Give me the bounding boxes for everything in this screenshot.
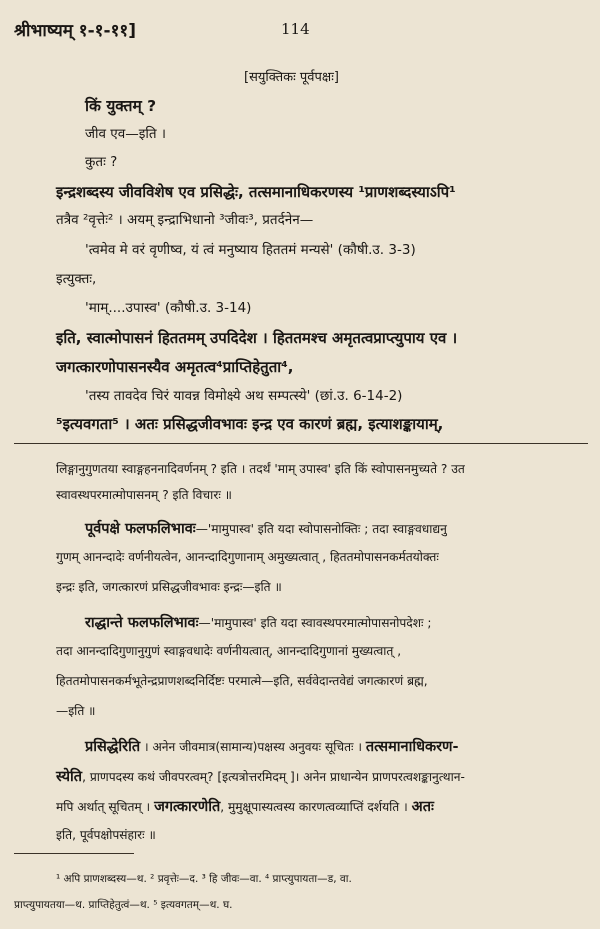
commentary-heading: प्रसिद्धेरिति bbox=[85, 739, 141, 755]
commentary-line: तदा आनन्दादिगुणानुगुणं स्वाङ्गवधादेः वर्णनीयत्वात्, आनन्दादिगुणानां मुख्यत्वात् , bbox=[56, 644, 402, 658]
commentary-line: गुणम् आनन्दादेः वर्णनीयत्वेन, आनन्दादिगुणानाम् अमुख्यत्वात् , हिततमोपासनकर्मतयोक्तः bbox=[56, 550, 439, 564]
commentary-line bbox=[56, 796, 434, 816]
commentary-line bbox=[85, 612, 431, 632]
commentary-line: —इति ॥ bbox=[56, 704, 96, 718]
text-line: जीव एव—इति । bbox=[85, 126, 167, 142]
quote-line: 'त्वमेव मे वरं वृणीष्व, यं त्वं मनुष्याय हिततमं मन्यसे' (कौषी.उ. 3-3) bbox=[85, 242, 416, 258]
commentary-line: स्वावस्थपरमात्मोपासनम् ? इति विचारः ॥ bbox=[56, 488, 232, 502]
page-number: 114 bbox=[281, 20, 310, 38]
commentary-line: इन्द्रः इति, जगत्कारणं प्रसिद्धजीवभावः इन्द्रः—इति ॥ bbox=[56, 580, 282, 594]
commentary-line: हिततमोपासनकर्मभूतेन्द्रप्राणशब्दनिर्दिष्टः परमात्मे—इति, सर्ववेदान्तवेद्यं जगत्कारणं ब्रह्म, bbox=[56, 674, 428, 688]
commentary-line: इति, पूर्वपक्षोपसंहारः ॥ bbox=[56, 828, 156, 842]
text-line: ⁵इत्यवगता⁵ । अतः प्रसिद्धजीवभावः इन्द्र एव कारणं ब्रह्म, इत्याशङ्कायाम्, bbox=[56, 415, 444, 433]
quote-line: 'तस्य तावदेव चिरं यावन्न विमोक्ष्ये अथ सम्पत्स्ये' (छां.उ. 6-14-2) bbox=[85, 388, 403, 404]
footnote-line: ¹ अपि प्राणशब्दस्य—थ. ² प्रवृत्तेः—द. ³ हि जीवः—वा. ⁴ प्राप्त्युपायता—ड, वा. bbox=[56, 873, 352, 885]
commentary-text: , प्राणपदस्य कथं जीवपरत्वम्? [इत्यत्रोत्तरमिदम् ]। अनेन प्राधान्येन प्राणपरत्वशङ्कानुत्थान- bbox=[82, 770, 465, 784]
commentary-line bbox=[85, 736, 459, 756]
text-line: तत्रैव ²वृत्तेः² । अयम् इन्द्राभिधानो ³जीवः³, प्रतर्दनेन— bbox=[56, 212, 314, 228]
text-line: इन्द्रशब्दस्य जीवविशेष एव प्रसिद्धेः, तत्समानाधिकरणस्य ¹प्राणशब्दस्याऽपि¹ bbox=[56, 183, 456, 201]
text-line: कुतः ? bbox=[85, 154, 118, 170]
section-title: [सयुक्तिकः पूर्वपक्षः] bbox=[244, 70, 339, 85]
commentary-heading: स्येति bbox=[56, 769, 83, 785]
commentary-line bbox=[85, 518, 447, 538]
footnote-rule bbox=[14, 853, 134, 854]
commentary-text: मपि अर्थात् सूचितम् । bbox=[56, 800, 155, 814]
section-divider bbox=[14, 443, 588, 444]
commentary-heading: अतः bbox=[411, 799, 434, 815]
quote-line: 'माम्....उपास्व' (कौषी.उ. 3-14) bbox=[85, 300, 252, 316]
text-line: जगत्कारणोपासनस्यैव अमृतत्व⁴प्राप्तिहेतुता⁴, bbox=[56, 358, 294, 376]
commentary-heading: राद्धान्ते फलफलिभावः bbox=[85, 615, 199, 631]
commentary-text: । अनेन जीवमात्र(सामान्य)पक्षस्य अनुवयः सूचितः । bbox=[140, 740, 366, 754]
commentary-text: , मुमुक्षूपास्यत्वस्य कारणत्वव्याप्तिं दर्शयति । bbox=[220, 800, 412, 814]
footnote-line: प्राप्त्युपायतया—थ. प्राप्तिहेतुत्वं—थ. ⁵ इत्यवगतम्—थ. घ. bbox=[14, 899, 233, 911]
commentary-text: —'मामुपास्व' इति यदा स्वावस्थपरमात्मोपासनोपदेशः ; bbox=[198, 616, 432, 630]
commentary-heading: तत्समानाधिकरण- bbox=[365, 739, 459, 755]
commentary-line: लिङ्गानुगुणतया स्वाङ्गहननादिवर्णनम् ? इति । तदर्थं 'माम् उपास्व' इति किं स्वोपासनमुच्यते ? उत bbox=[56, 462, 465, 476]
commentary-text: —'मामुपास्व' इति यदा स्वोपासनोक्तिः ; तदा स्वाङ्गवधाद्यनु bbox=[195, 522, 447, 536]
commentary-heading: जगत्कारणेति bbox=[154, 799, 221, 815]
text-line: इत्युक्तः, bbox=[56, 271, 97, 287]
commentary-heading: पूर्वपक्षे फलफलिभावः bbox=[85, 521, 196, 537]
text-line: इति, स्वात्मोपासनं हिततमम् उपदिदेश । हिततमश्च अमृतत्वप्राप्त्युपाय एव । bbox=[56, 329, 458, 347]
text-line: किं युक्तम् ? bbox=[85, 97, 157, 115]
commentary-line bbox=[56, 766, 465, 786]
running-header: श्रीभाष्यम् १-१-११] bbox=[14, 21, 137, 41]
